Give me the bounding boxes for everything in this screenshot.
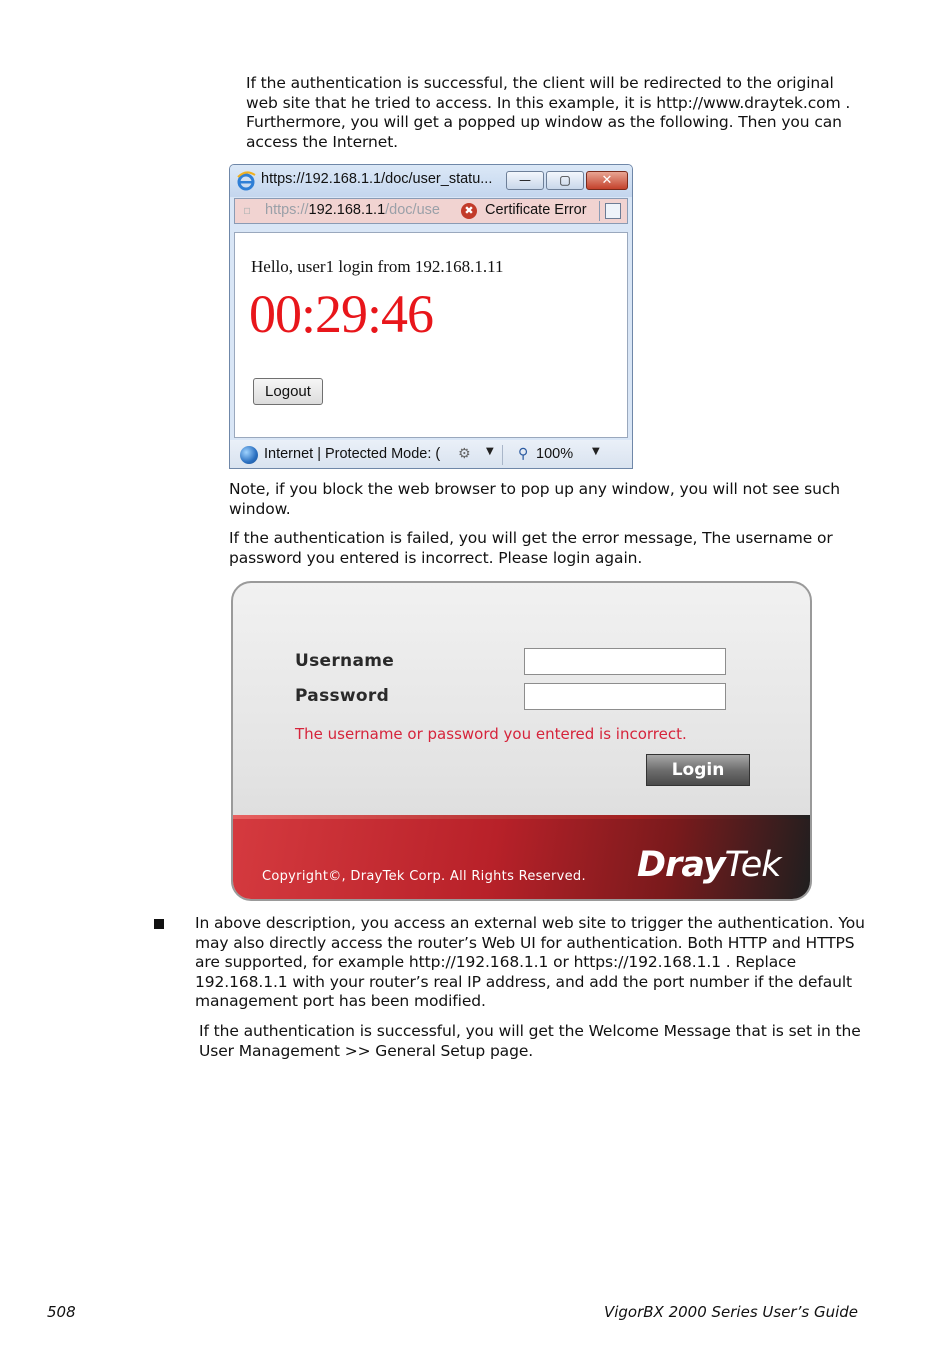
certificate-error-icon[interactable]: ✖ bbox=[461, 203, 477, 219]
url-host: 192.168.1.1 bbox=[308, 202, 386, 218]
failed-paragraph bbox=[229, 529, 833, 568]
welcome-line: User Management >> General Setup page. bbox=[199, 1041, 534, 1060]
login-error-message: The username or password you entered is incorrect. bbox=[295, 725, 687, 743]
note-paragraph bbox=[229, 480, 840, 519]
bullet-paragraph bbox=[195, 914, 865, 1012]
minimize-icon: — bbox=[519, 173, 531, 187]
password-input[interactable] bbox=[524, 683, 726, 710]
failed-line: If the authentication is failed, you will get the error message, The username or bbox=[229, 529, 833, 547]
globe-icon bbox=[240, 446, 258, 464]
draytek-logo bbox=[637, 845, 781, 885]
address-divider bbox=[599, 201, 600, 221]
url-scheme: https:// bbox=[265, 202, 309, 218]
bullet-line: In above description, you access an external web site to trigger the authentication. You bbox=[195, 914, 865, 932]
popup-content bbox=[234, 232, 628, 438]
intro-line: access the Internet. bbox=[246, 132, 398, 151]
popup-title: https://192.168.1.1/doc/user_statu... bbox=[261, 171, 493, 187]
close-button[interactable] bbox=[586, 171, 628, 190]
page-icon: ▫ bbox=[243, 203, 252, 217]
intro-paragraph bbox=[246, 74, 850, 152]
zoom-icon[interactable]: ⚲ bbox=[518, 446, 529, 462]
note-line: Note, if you block the web browser to pop up any window, you will not see such bbox=[229, 480, 840, 498]
address-url bbox=[265, 202, 440, 218]
popup-statusbar bbox=[230, 440, 632, 469]
copyright-text: Copyright©, DrayTek Corp. All Rights Reserved. bbox=[262, 869, 586, 884]
username-input[interactable] bbox=[524, 648, 726, 675]
note-line: window. bbox=[229, 499, 291, 518]
close-icon: ✕ bbox=[601, 173, 613, 188]
session-timer: 00:29:46 bbox=[249, 284, 434, 344]
bullet-line: management port has been modified. bbox=[195, 992, 486, 1010]
intro-line: Furthermore, you will get a popped up window as the following. Then you can bbox=[246, 113, 842, 131]
logo-part-light: Tek bbox=[724, 845, 781, 885]
url-path: /doc/use bbox=[385, 202, 440, 218]
login-button[interactable]: Login bbox=[646, 754, 750, 786]
address-bar[interactable] bbox=[234, 198, 628, 224]
logo-part-bold: Dray bbox=[637, 845, 725, 885]
bullet-line: may also directly access the router’s Web UI for authentication. Both HTTP and HTTPS bbox=[195, 933, 855, 952]
intro-line: web site that he tried to access. In this example, it is http://www.draytek.com . bbox=[246, 93, 851, 112]
popup-titlebar bbox=[230, 165, 632, 197]
hello-message: Hello, user1 login from 192.168.1.11 bbox=[251, 257, 504, 276]
failed-line: password you entered is incorrect. Please login again. bbox=[229, 548, 643, 567]
certificate-error-label[interactable]: Certificate Error bbox=[485, 202, 587, 218]
zone-status: Internet | Protected Mode: ( bbox=[264, 446, 441, 462]
maximize-button[interactable] bbox=[546, 171, 584, 190]
ie-browser-icon bbox=[236, 171, 256, 191]
bullet-line: are supported, for example http://192.168.1.1 or https://192.168.1.1 . Replace bbox=[195, 953, 797, 971]
logout-button[interactable]: Logout bbox=[253, 378, 323, 405]
guide-title: VigorBX 2000 Series User’s Guide bbox=[603, 1303, 858, 1321]
protected-mode-icon[interactable]: ⚙ bbox=[458, 446, 471, 462]
status-divider bbox=[502, 445, 503, 465]
zoom-level[interactable]: 100% bbox=[536, 446, 574, 462]
login-panel bbox=[231, 581, 812, 901]
page-number: 508 bbox=[47, 1303, 76, 1321]
password-label: Password bbox=[295, 686, 390, 706]
welcome-paragraph bbox=[199, 1022, 861, 1061]
welcome-line: If the authentication is successful, you will get the Welcome Message that is set in the bbox=[199, 1022, 861, 1040]
intro-line: If the authentication is successful, the client will be redirected to the original bbox=[246, 74, 834, 92]
compatibility-view-icon[interactable] bbox=[605, 203, 621, 219]
bullet-square-icon bbox=[154, 919, 164, 929]
bullet-line: 192.168.1.1 with your router’s real IP address, and add the port number if the default bbox=[195, 972, 853, 991]
chevron-down-icon[interactable]: ▼ bbox=[486, 446, 494, 457]
minimize-button[interactable] bbox=[506, 171, 544, 190]
popup-window bbox=[229, 164, 633, 469]
chevron-down-icon[interactable]: ▼ bbox=[592, 446, 600, 457]
username-label: Username bbox=[295, 651, 395, 671]
maximize-icon: ▢ bbox=[559, 173, 571, 187]
login-footer-highlight bbox=[233, 815, 810, 819]
